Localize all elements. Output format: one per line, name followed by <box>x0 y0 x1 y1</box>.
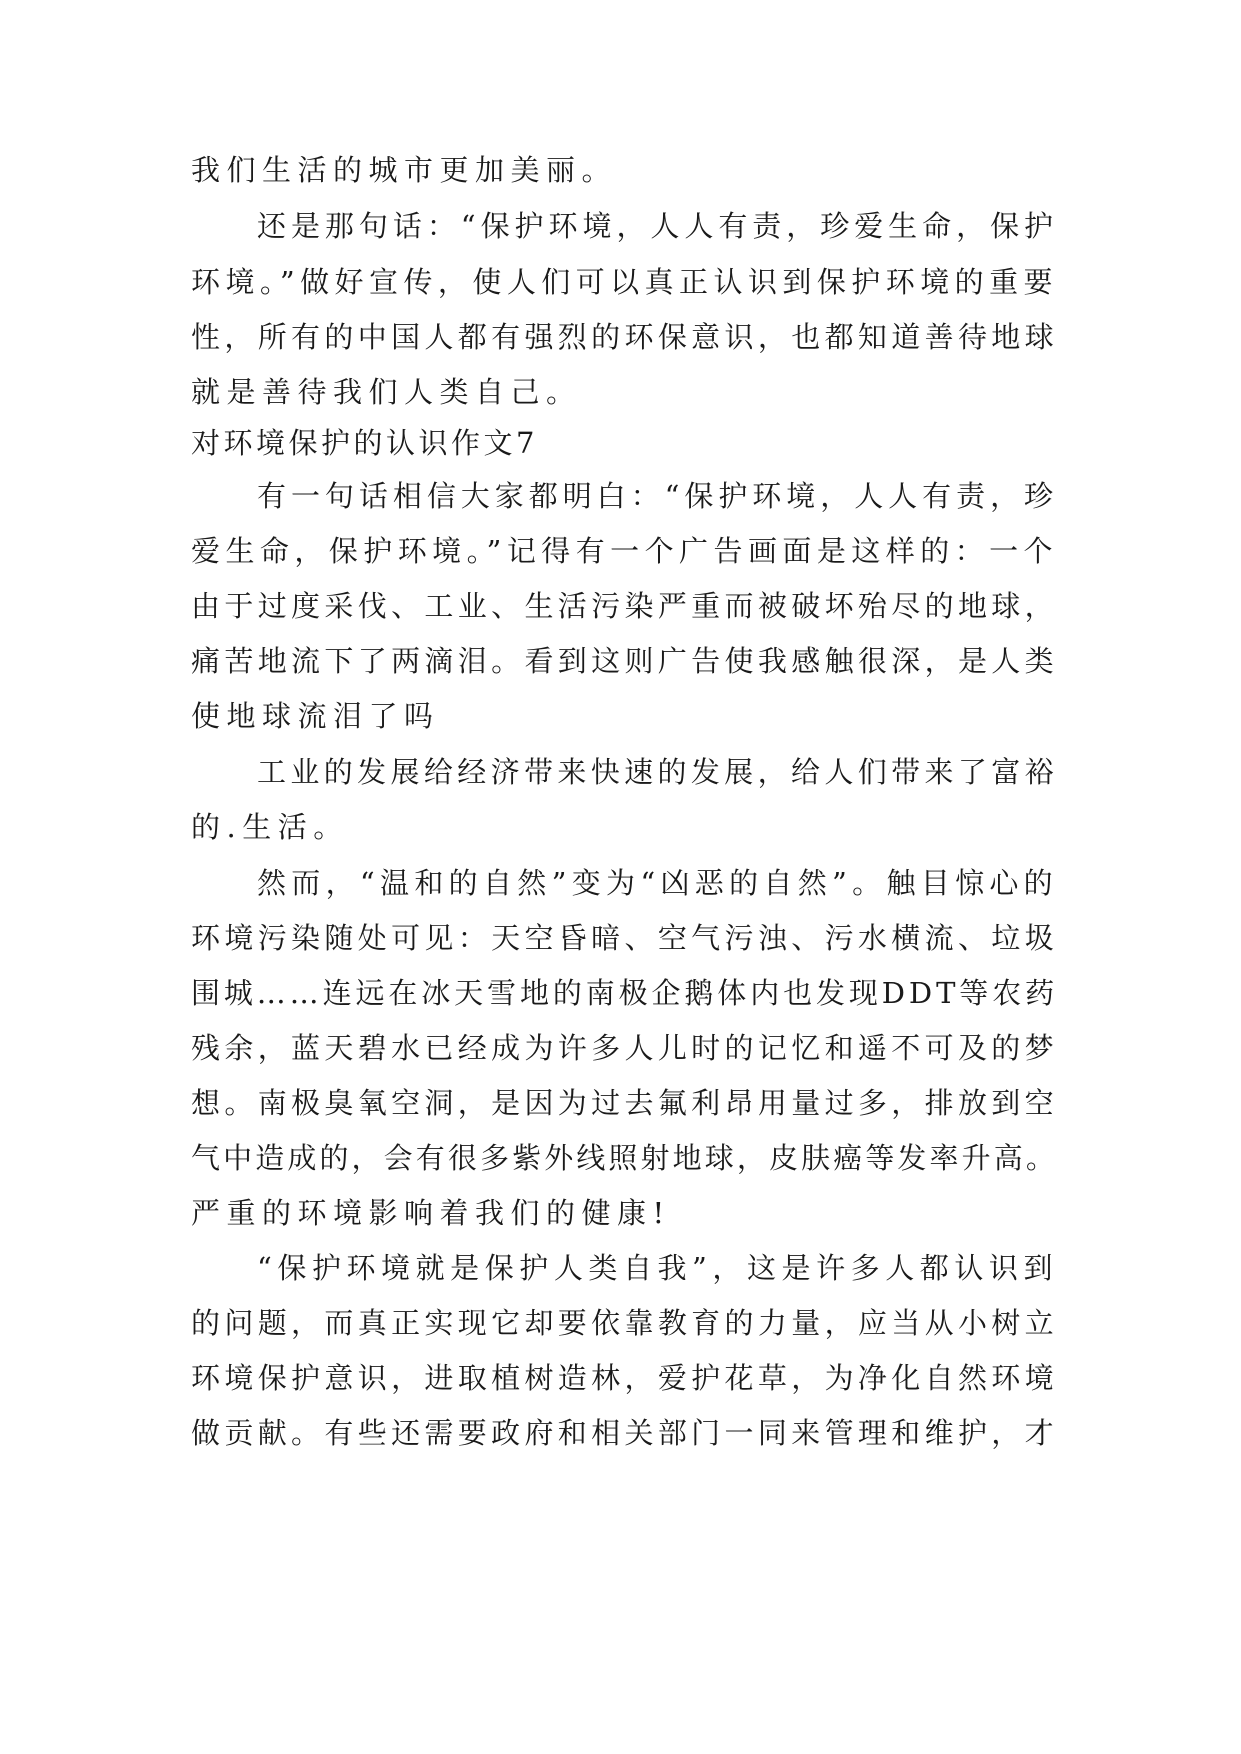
text-line: 痛苦地流下了两滴泪。看到这则广告使我感触很深，是人类 <box>191 644 1058 678</box>
text-line: 残余，蓝天碧水已经成为许多人儿时的记忆和遥不可及的梦 <box>191 1031 1058 1065</box>
paragraph-start-line: 然而，“温和的自然”变为“凶恶的自然”。触目惊心的 <box>257 866 1058 900</box>
text-line: 的.生活。 <box>191 810 349 844</box>
text-line: 由于过度采伐、工业、生活污染严重而被破坏殆尽的地球， <box>191 589 1058 623</box>
paragraph-start-line: “保护环境就是保护人类自我”，这是许多人都认识到 <box>257 1251 1058 1285</box>
paragraph-start-line: 有一句话相信大家都明白：“保护环境，人人有责，珍 <box>257 479 1058 513</box>
text-line: 环境污染随处可见：天空昏暗、空气污浊、污水横流、垃圾 <box>191 921 1058 955</box>
text-line: 围城……连远在冰天雪地的南极企鹅体内也发现DDT等农药 <box>191 976 1058 1010</box>
text-line: 就是善待我们人类自己。 <box>191 375 582 409</box>
text-line: 想。南极臭氧空洞，是因为过去氟利昂用量过多，排放到空 <box>191 1086 1058 1120</box>
text-line: 气中造成的，会有很多紫外线照射地球，皮肤癌等发率升高。 <box>191 1141 1058 1175</box>
text-line: 性，所有的中国人都有强烈的环保意识，也都知道善待地球 <box>191 320 1058 354</box>
section-heading: 对环境保护的认识作文7 <box>191 426 538 460</box>
text-line: 环境。”做好宣传，使人们可以真正认识到保护环境的重要 <box>191 265 1058 299</box>
paragraph-start-line: 工业的发展给经济带来快速的发展，给人们带来了富裕 <box>257 755 1058 789</box>
text-line: 爱生命，保护环境。”记得有一个广告画面是这样的：一个 <box>191 534 1058 568</box>
text-line: 使地球流泪了吗 <box>191 699 440 733</box>
text-line: 我们生活的城市更加美丽。 <box>191 153 618 187</box>
text-line: 环境保护意识，进取植树造林，爱护花草，为净化自然环境 <box>191 1361 1058 1395</box>
text-line: 做贡献。有些还需要政府和相关部门一同来管理和维护，才 <box>191 1416 1058 1450</box>
text-line: 的问题，而真正实现它却要依靠教育的力量，应当从小树立 <box>191 1306 1058 1340</box>
text-line: 严重的环境影响着我们的健康! <box>191 1196 671 1230</box>
paragraph-start-line: 还是那句话：“保护环境，人人有责，珍爱生命，保护 <box>257 209 1058 243</box>
